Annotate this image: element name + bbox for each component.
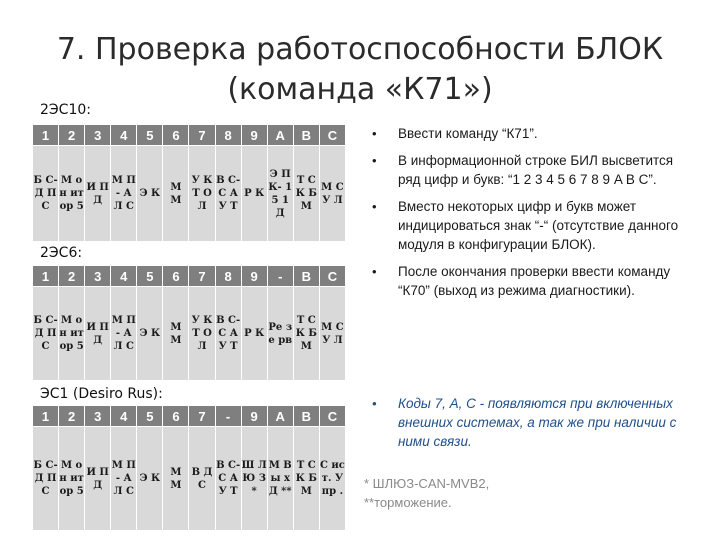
note-text: Коды 7, А, С - появляются при включенных внешних системах, а так же при наличии с ними связи. — [398, 396, 677, 449]
bullet-text: Вместо некоторых цифр и букв может индицироваться знак “-“ (отсутствие данного модуля в конфигурации БЛОК). — [398, 199, 679, 252]
module-cell: И П Д — [85, 287, 111, 381]
module-cell: Т С К Б М — [293, 287, 319, 381]
module-row — [33, 146, 346, 242]
header-cell: 1 — [33, 125, 59, 146]
panel-label-2es6: 2ЭС6: — [40, 245, 83, 261]
header-cell: А — [267, 406, 293, 427]
header-cell: 3 — [85, 125, 111, 146]
header-cell: С — [319, 406, 345, 427]
module-cell: Р К — [241, 146, 267, 242]
footnote-2: **торможение. — [364, 495, 452, 510]
bullet-icon: • — [372, 264, 377, 279]
module-cell: Б С- Д П С — [33, 146, 59, 242]
module-cell: М П- А Л С — [111, 287, 137, 381]
bullet-text: В информационной строке БИЛ высветится ряд цифр и букв: “1 2 3 4 5 6 7 8 9 A B C”. — [398, 153, 674, 187]
module-cell: М М — [163, 427, 189, 531]
module-cell: М С У Л — [319, 146, 345, 242]
module-cell: И П Д — [85, 427, 111, 531]
module-cell: И П Д — [85, 146, 111, 242]
header-cell: 1 — [33, 406, 59, 427]
note-item — [364, 394, 696, 451]
slide-title — [0, 30, 720, 110]
module-cell: М С У Л — [319, 287, 345, 381]
module-cell: Б С- Д П С — [33, 287, 59, 381]
module-row — [33, 287, 346, 381]
title-line-1: 7. Проверка работоспособности БЛОК — [56, 32, 664, 67]
module-row — [33, 427, 346, 531]
header-cell: 5 — [137, 266, 163, 287]
module-cell: Э П К- 15 1 Д — [267, 146, 293, 242]
header-cell: 6 — [163, 125, 189, 146]
module-cell: М В ы х Д ** — [267, 427, 293, 531]
list-item — [364, 197, 696, 254]
panel-label-es1: ЭС1 (Desiro Rus): — [40, 386, 163, 402]
module-cell: Ре зе рв — [267, 287, 293, 381]
header-row — [33, 266, 346, 287]
header-cell: 6 — [163, 406, 189, 427]
module-cell: Р К — [241, 287, 267, 381]
header-cell: 2 — [59, 266, 85, 287]
code-table-es1 — [32, 405, 346, 531]
note-block — [364, 394, 696, 459]
module-cell: М он ит ор 5 — [59, 146, 85, 242]
header-cell: В — [293, 406, 319, 427]
module-cell: М он ит ор 5 — [59, 427, 85, 531]
header-cell: 8 — [215, 125, 241, 146]
header-cell: 7 — [189, 406, 215, 427]
header-cell: С — [319, 125, 345, 146]
header-cell: С — [319, 266, 345, 287]
module-cell: В Д С — [189, 427, 215, 531]
header-row — [33, 125, 346, 146]
header-cell: - — [267, 266, 293, 287]
bullet-icon: • — [372, 126, 377, 141]
header-cell: 3 — [85, 406, 111, 427]
panel-label-2es10: 2ЭС10: — [40, 102, 91, 118]
footnotes — [364, 474, 684, 512]
module-cell: В С- С А У Т — [215, 427, 241, 531]
header-cell: 8 — [215, 266, 241, 287]
header-cell: 4 — [111, 266, 137, 287]
header-cell: 9 — [241, 125, 267, 146]
module-cell: М М — [163, 146, 189, 242]
module-cell: Т С К Б М — [293, 146, 319, 242]
module-cell: М П- А Л С — [111, 427, 137, 531]
bullet-text: После окончания проверки ввести команду “К70” (выход из режима диагностики). — [398, 264, 671, 298]
module-cell: Т С К Б М — [293, 427, 319, 531]
module-cell: Э К — [137, 146, 163, 242]
header-cell: 1 — [33, 266, 59, 287]
header-cell: 5 — [137, 406, 163, 427]
bullet-text: Ввести команду “К71”. — [398, 126, 538, 141]
header-cell: 7 — [189, 125, 215, 146]
header-cell: 9 — [241, 266, 267, 287]
list-item — [364, 262, 696, 300]
bullet-icon: • — [372, 153, 377, 168]
module-cell: У К Т О Л — [189, 287, 215, 381]
bullet-icon: • — [372, 396, 377, 411]
header-row — [33, 406, 346, 427]
header-cell: В — [293, 266, 319, 287]
header-cell: А — [267, 125, 293, 146]
header-cell: 6 — [163, 266, 189, 287]
module-cell: Ш Л Ю З* — [241, 427, 267, 531]
list-item — [364, 124, 696, 143]
module-cell: М он ит ор 5 — [59, 287, 85, 381]
header-cell: 5 — [137, 125, 163, 146]
header-cell: 4 — [111, 406, 137, 427]
module-cell: В С- С А У Т — [215, 287, 241, 381]
header-cell: 4 — [111, 125, 137, 146]
header-cell: 2 — [59, 406, 85, 427]
module-cell: В С- С А У Т — [215, 146, 241, 242]
header-cell: 3 — [85, 266, 111, 287]
bullet-icon: • — [372, 199, 377, 214]
module-cell: М М — [163, 287, 189, 381]
module-cell: Б С- Д П С — [33, 427, 59, 531]
header-cell: - — [215, 406, 241, 427]
footnote-1: * ШЛЮЗ-CAN-MVB2, — [364, 476, 490, 491]
module-cell: М П- А Л С — [111, 146, 137, 242]
code-table-2es10 — [32, 124, 346, 242]
module-cell: С ис т. У пр . — [319, 427, 345, 531]
title-line-2: (команда «К71») — [227, 72, 493, 107]
module-cell: Э К — [137, 287, 163, 381]
header-cell: В — [293, 125, 319, 146]
header-cell: 7 — [189, 266, 215, 287]
module-cell: Э К — [137, 427, 163, 531]
code-table-2es6 — [32, 265, 346, 381]
header-cell: 2 — [59, 125, 85, 146]
list-item — [364, 151, 696, 189]
instruction-list — [364, 124, 696, 308]
module-cell: У К Т О Л — [189, 146, 215, 242]
header-cell: 9 — [241, 406, 267, 427]
